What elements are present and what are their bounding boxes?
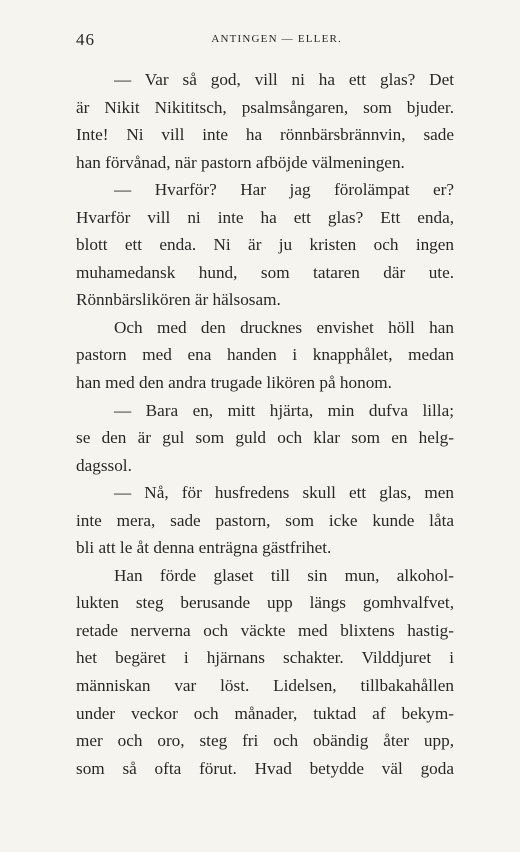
text-line: — Nå, för husfredens skull ett glas, men [114, 483, 454, 503]
text-line: Han förde glaset till sin mun, alkohol- [114, 565, 454, 585]
text-line: bli att le åt denna enträgna gästfrihet. [76, 538, 332, 558]
text-line: retade nerverna och väckte med blixtens hastig- [76, 620, 454, 640]
text-line: Hvarför vill ni inte ha ett glas? Ett enda, [76, 207, 454, 227]
text-line: som så ofta förut. Hvad betydde väl goda [76, 758, 454, 778]
text-line: blott ett enda. Ni är ju kristen och ingen [76, 235, 454, 255]
text-line: han förvånad, när pastorn afböjde välmeningen. [76, 152, 405, 172]
text-line: — Hvarför? Har jag förolämpat er? [114, 180, 454, 200]
text-line: han med den andra trugade likören på honom. [76, 373, 392, 393]
text-line: muhamedansk hund, som tataren där ute. [76, 262, 454, 282]
text-line: inte mera, sade pastorn, som icke kunde låta [76, 510, 454, 530]
text-line: lukten steg berusande upp längs gomhvalfvet, [76, 593, 454, 613]
page-header [76, 30, 454, 54]
text-line: Och med den drucknes envishet höll han [114, 317, 454, 337]
body-text [76, 66, 454, 782]
text-line: — Var så god, vill ni ha ett glas? Det [114, 70, 454, 89]
text-line: Inte! Ni vill inte ha rönnbärsbrännvin, sade [76, 125, 454, 145]
running-title: ANTINGEN — ELLER. [211, 33, 342, 45]
text-line: het begäret i hjärnans schakter. Vilddjuret i [76, 648, 454, 668]
text-line: mer och oro, steg fri och obändig åter upp, [76, 731, 454, 751]
text-line: dagssol. [76, 455, 132, 475]
text-line: — Bara en, mitt hjärta, min dufva lilla; [114, 400, 454, 420]
text-line: under veckor och månader, tuktad af bekym- [76, 703, 454, 723]
text-line: är Nikit Nikititsch, psalmsångaren, som bjuder. [76, 97, 454, 117]
text-line: se den är gul som guld och klar som en helg- [76, 428, 454, 448]
text-line: Rönnbärslikören är hälsosam. [76, 290, 281, 310]
page-number: 46 [76, 30, 95, 49]
text-line: pastorn med ena handen i knapphålet, medan [76, 345, 454, 365]
text-line: människan var löst. Lidelsen, tillbakahållen [76, 676, 454, 696]
